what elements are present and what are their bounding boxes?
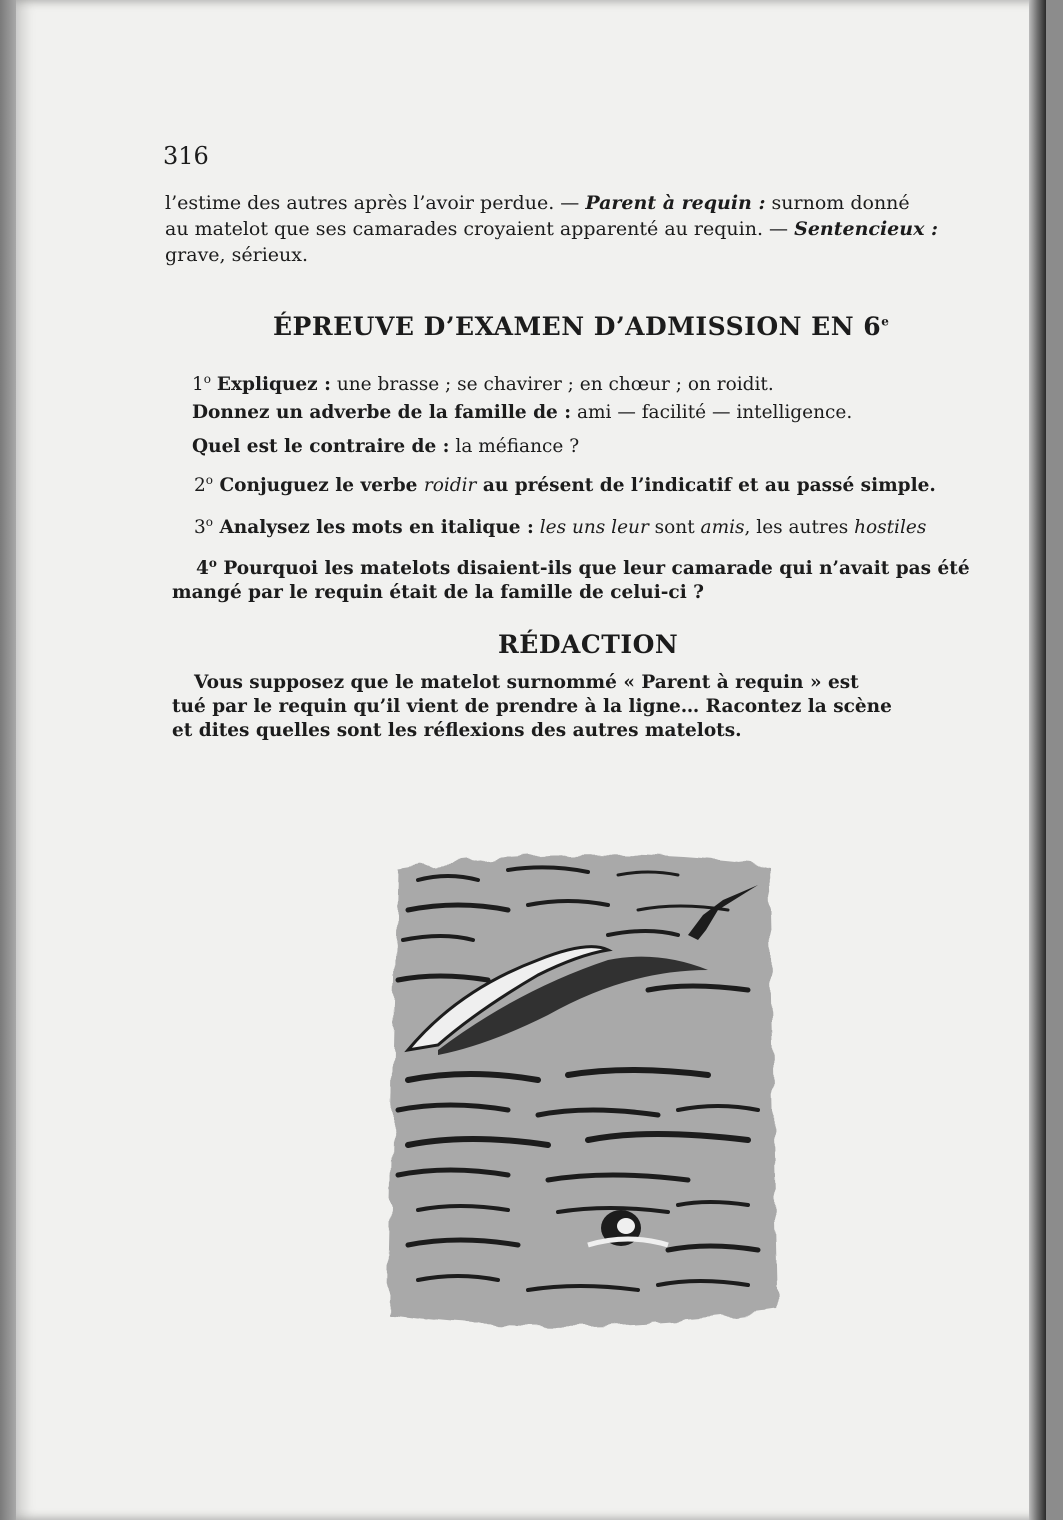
gloss-term-parent-a-requin: Parent à requin : bbox=[585, 192, 766, 214]
question-2: 2$^o$ Conjuguez le verbe roidir au présent de l’indicatif et au passé simple. bbox=[194, 473, 936, 497]
gloss-line-1: l’estime des autres après l’avoir perdue. — Parent à requin : surnom donné bbox=[165, 192, 910, 214]
page-number: 316 bbox=[163, 142, 209, 170]
question-4-line-2: mangé par le requin était de la famille de celui-ci ? bbox=[172, 582, 705, 603]
gloss-term-sentencieux: Sentencieux : bbox=[794, 218, 939, 240]
redaction-line-3: et dites quelles sont les réflexions des autres matelots. bbox=[172, 720, 742, 741]
gloss-line-3: grave, sérieux. bbox=[165, 244, 309, 266]
redaction-heading: RÉDACTION bbox=[498, 630, 679, 659]
page-left-shadow bbox=[0, 0, 16, 1520]
question-1: 1$^o$ Expliquez : une brasse ; se chavirer ; en chœur ; on roidit. bbox=[192, 372, 774, 396]
shark-sea-illustration bbox=[378, 840, 788, 1340]
redaction-line-2: tué par le requin qu’il vient de prendre à la ligne… Racontez la scène bbox=[172, 696, 892, 717]
question-4: 4$^o$ Pourquoi les matelots disaient-ils que leur camarade qui n’avait pas été bbox=[196, 556, 970, 580]
exam-heading: ÉPREUVE D’EXAMEN D’ADMISSION EN 6e bbox=[273, 312, 890, 341]
page-right-edge bbox=[1029, 0, 1046, 1520]
question-3: 3$^o$ Analysez les mots en italique : les uns leur sont amis, les autres hostiles bbox=[194, 515, 927, 539]
sea-wash bbox=[388, 854, 778, 1327]
question-1b: Donnez un adverbe de la famille de : ami — facilité — intelligence. bbox=[192, 402, 853, 423]
redaction-line-1: Vous supposez que le matelot surnommé « Parent à requin » est bbox=[194, 672, 859, 693]
gloss-paragraph bbox=[165, 190, 938, 268]
question-1c: Quel est le contraire de : la méfiance ? bbox=[192, 436, 580, 457]
gloss-line-2: au matelot que ses camarades croyaient apparenté au requin. — Sentencieux : bbox=[165, 218, 939, 240]
